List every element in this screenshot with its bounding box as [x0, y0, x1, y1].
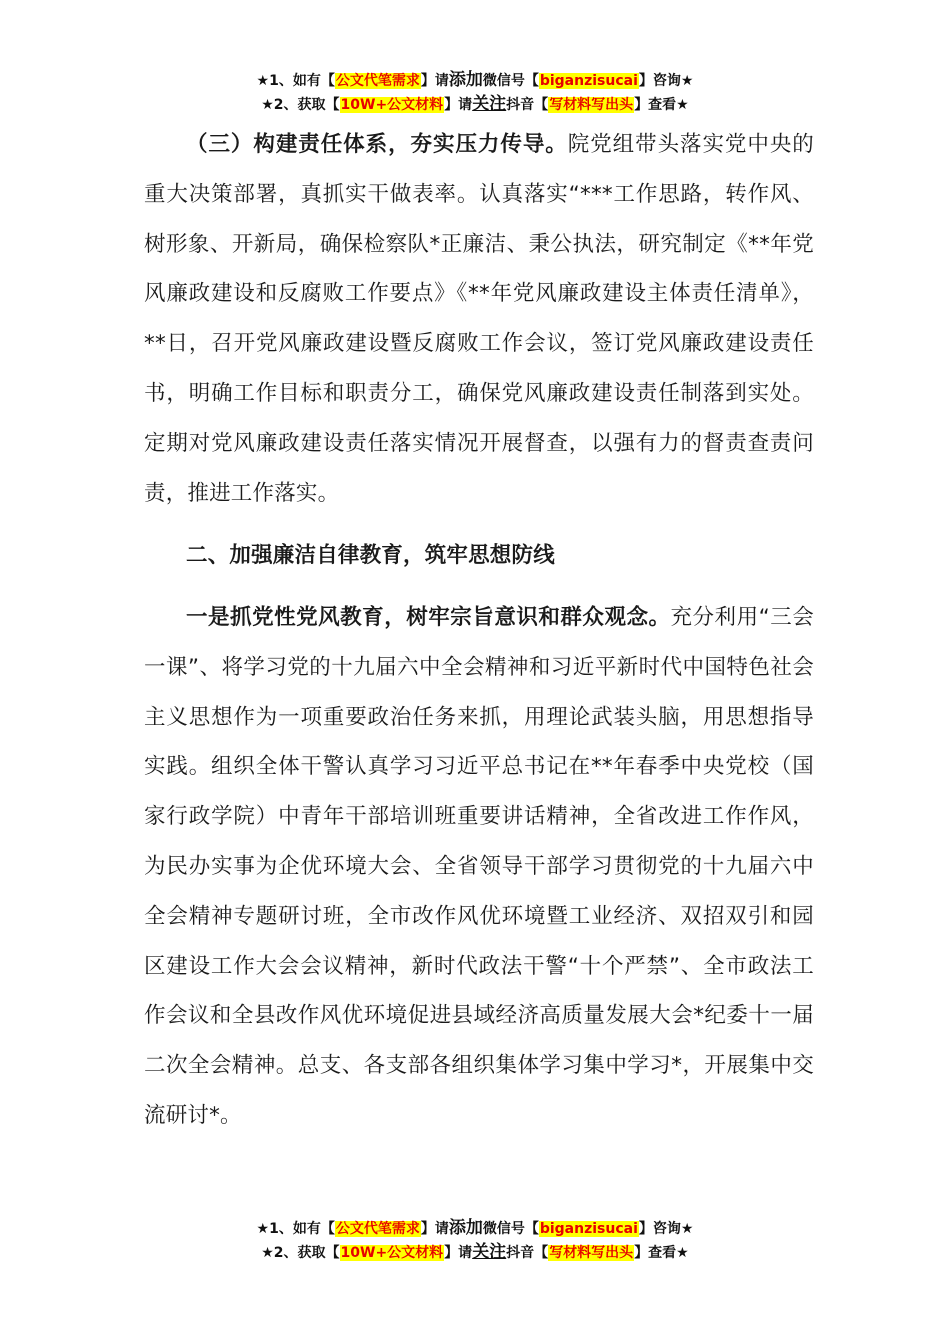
promo-text: 抖音【: [506, 97, 549, 113]
promo-highlight: 公文代笔需求: [335, 1221, 420, 1237]
promo-line-2: [0, 93, 950, 117]
paragraph: [144, 120, 814, 518]
paragraph: [144, 593, 814, 1141]
section-3-title: （三）构建责任体系，夯实压力传导。: [186, 132, 568, 157]
section-heading-2: [144, 531, 814, 581]
promo-text: ★1、如有【: [256, 73, 335, 89]
promo-text: 微信号【: [482, 1221, 539, 1237]
promo-text: 】请: [444, 97, 473, 113]
promo-text: ★2、获取【: [261, 1245, 340, 1261]
promo-text: 】咨询★: [638, 1221, 694, 1237]
promo-wechat-id: biganzisucai: [539, 73, 638, 89]
promo-line-2: [0, 1241, 950, 1265]
promo-text: 】咨询★: [638, 73, 694, 89]
promo-douyin-account: 写材料写出头: [549, 1245, 634, 1261]
promo-wechat-id: biganzisucai: [539, 1221, 638, 1237]
point-1-title: 一是抓党性党风教育，树牢宗旨意识和群众观念。: [186, 605, 671, 630]
promo-text-emphasis: 关注: [472, 1242, 507, 1262]
promo-highlight: 10W+公文材料: [340, 97, 444, 113]
promo-text: 抖音【: [506, 1245, 549, 1261]
promo-highlight: 10W+公文材料: [340, 1245, 444, 1261]
promo-text-emphasis: 添加: [448, 1218, 483, 1238]
point-1-paragraph: [144, 593, 814, 1141]
promo-text: 微信号【: [482, 73, 539, 89]
point-1-body: 充分利用“三会一课”、将学习党的十九届六中全会精神和习近平新时代中国特色社会主义思想作为一项重要政治任务来抓，用理论武装头脑，用思想指导实践。组织全体干警认真学习习近平总书记在**年春季中央党校（国家行政学院）中青年干部培训班重要讲话精神，全省改进工作作风，为民办实事为企优环境大会、全省领导干部学习贯彻党的十九届六中全会精神专题研讨班，全市改作风优环境暨工业经济、双招双引和园区建设工作大会会议精神，新时代政法干警“十个严禁”、全市政法工作会议和全县改作风优环境促进县域经济高质量发展大会*纪委十一届二次全会精神。总支、各支部各组织集体学习集中学习*，开展集中交流研讨*。: [144, 605, 814, 1128]
promo-line-1: [0, 69, 950, 93]
footer-promo-banner: [0, 1217, 950, 1265]
heading-text: 二、加强廉洁自律教育，筑牢思想防线: [186, 543, 555, 568]
promo-text: 】请: [420, 1221, 449, 1237]
promo-text: 】查看★: [634, 1245, 689, 1261]
section-3-paragraph: [144, 120, 814, 518]
promo-text: 】请: [444, 1245, 473, 1261]
promo-highlight: 公文代笔需求: [335, 73, 420, 89]
promo-douyin-account: 写材料写出头: [549, 97, 634, 113]
promo-text: 】查看★: [634, 97, 689, 113]
section-3-body: 院党组带头落实党中央的重大决策部署，真抓实干做表率。认真落实“***工作思路，转作风、树形象、开新局，确保检察队*正廉洁、秉公执法，研究制定《**年党风廉政建设和反腐败工作要点》《**年党风廉政建设主体责任清单》，**日，召开党风廉政建设暨反腐败工作会议，签订党风廉政建设责任书，明确工作目标和职责分工，确保党风廉政建设责任制落到实处。定期对党风廉政建设责任落实情况开展督查，以强有力的督责查责问责，推进工作落实。: [144, 132, 815, 506]
header-promo-banner: [0, 69, 950, 117]
promo-text-emphasis: 添加: [448, 70, 483, 90]
promo-text: 】请: [420, 73, 449, 89]
promo-text: ★1、如有【: [256, 1221, 335, 1237]
promo-text-emphasis: 关注: [472, 94, 507, 114]
promo-text: ★2、获取【: [261, 97, 340, 113]
promo-line-1: [0, 1217, 950, 1241]
